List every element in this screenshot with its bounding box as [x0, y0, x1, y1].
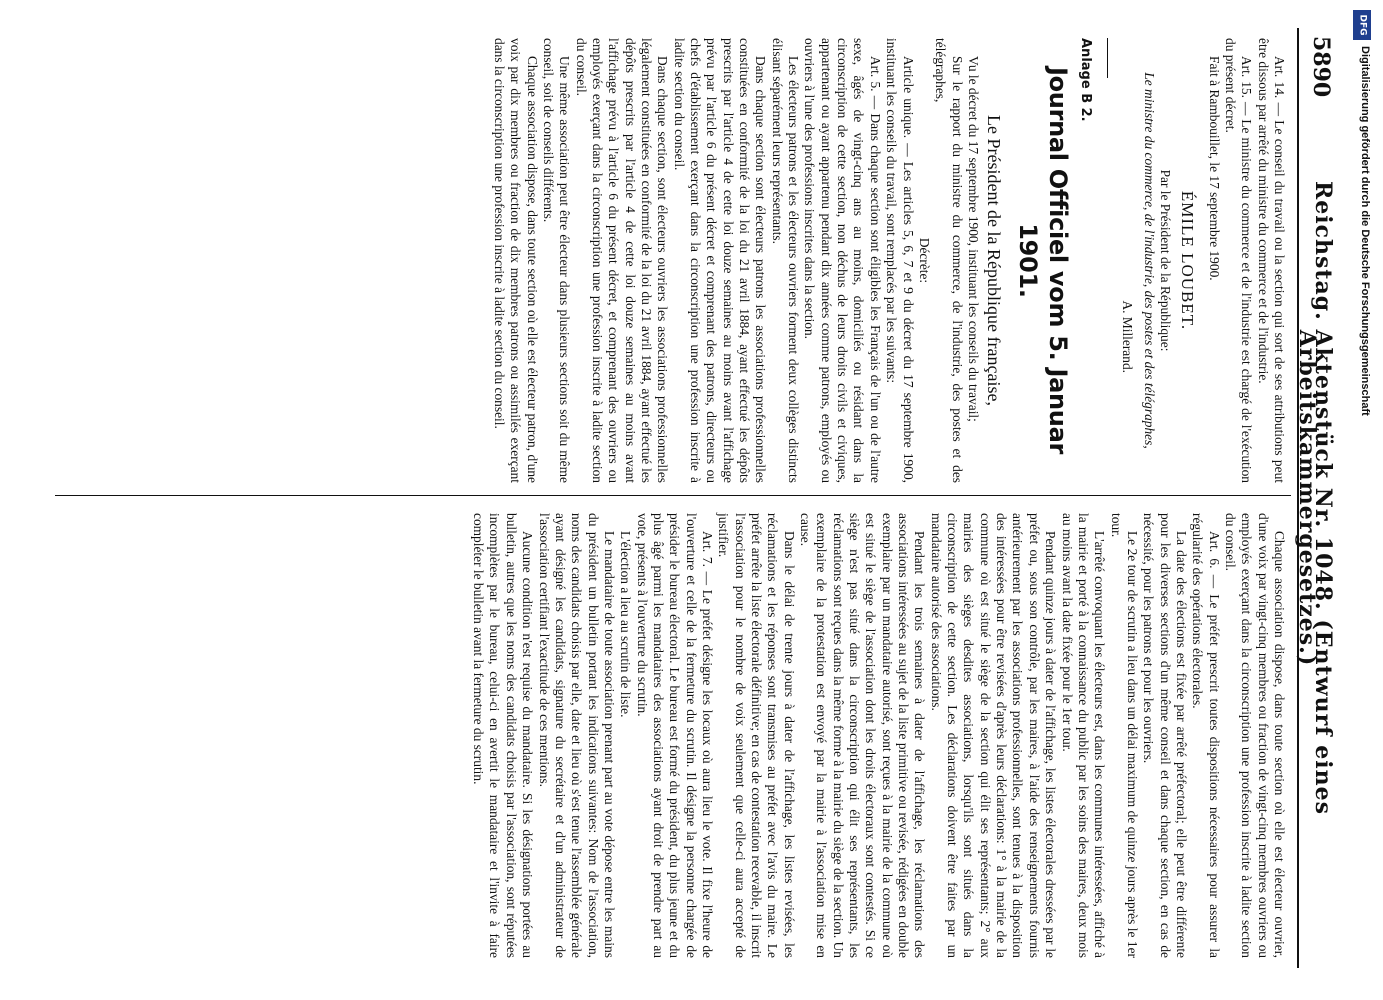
signer-loubet: ÉMILE LOUBET. [1178, 190, 1198, 331]
sur-paragraph: Sur le rapport du ministre du commerce, de l'industrie, des postes et des télégraphes, [933, 38, 965, 483]
electeurs-paragraph: Les électeurs patrons et les électeurs ouvriers forment deux collèges distincts élisant séparément leurs représentants. [769, 38, 802, 483]
aucune-condition: Aucune condition n'est requise du mandataire. Si les désignations portées au bulletin, autres que les noms des candidats choisis par l'association, sont réputées incomplètes par le bureau, celui-ci en avertit le mandataire et l'invite à faire compléter le bulletin avant la fermeture du scrutin. [471, 513, 536, 958]
second-tour: Le 2e tour de scrutin a lieu dans un délai maximum de quinze jours après le 1er tour. [1108, 513, 1140, 958]
page-number: 5890 [1308, 36, 1334, 98]
signer-millerand: A. Millerand. [1119, 300, 1135, 373]
mandataire-paragraph: Le mandataire de toute association prenant part au vote dépose entre les mains du président un bulletin portant les indications suivantes: Nom de l'association, noms des candidats choisis par elle, date et lieu où s'est tenue l'assemblée générale ayant désigné les candidats, signature du secrétaire et d'un administrateur de l'association certifiant l'exactitude de ces mentions. [536, 513, 617, 958]
document-page [45, 28, 1335, 968]
pendant-quinze-jours: Pendant quinze jours à dater de l'affichage, les listes électorales dressées par le préfet ou, sous son contrôle, par les maires, à l'aide des renseignements fournis antérieurement par les associations professionnelles, sont tenues à la disposition des intéressées pour être revisées d'après leurs déclarations: 1° à la mairie de la commune où est situé le siège de la section qui élit ses représentants; 2° aux mairies des sièges desdites associations, lorsqu'ils sont situés dans la circonscription de cette section. Les déclarations doivent être faites par un mandataire autorisé des associations. [928, 513, 1059, 958]
article-7: Art. 7. — Le préfet désigne les locaux où aura lieu le vote. Il fixe l'heure de l'ouverture et celle de la fermeture du scrutin. Il désigne la personne chargée de présider le bureau électoral. Le bureau est formé du président, du plus jeune et du plus âgé parmi les mandataires des associations ayant droit de prendre part au vote, présents à l'ouverture du scrutin. [634, 513, 715, 958]
running-head: Reichstag. Aktenstück Nr. 1048. (Entwurf eines Arbeitskammergesetzes.) [1293, 180, 1336, 816]
une-meme-paragraph: Une même association peut être électeur dans plusieurs sections soit du même conseil, soit de conseils différents. [540, 38, 573, 483]
article-6: Art. 6. — Le préfet prescrit toutes dispositions nécessaires pour assurer la régularité des opérations électorales. [1190, 513, 1222, 958]
right-column [470, 513, 1287, 958]
article-unique: Article unique. — Les articles 5, 6, 7 et 9 du décret du 17 septembre 1900, instituant les conseils du travail, sont remplacés par les suivants: [884, 38, 916, 483]
pendant-trois-semaines: Pendant les trois semaines à dater de l'affichage, les réclamations des associations intéressées au sujet de la liste primitive ou revisée, rédigées en double exemplaire par un mandataire autorisé, sont reçues à la mairie de la commune où est situé le siège de l'association dont les droits électoraux sont contestés. Si ce siège n'est pas situé dans la circonscription qui élit ses représentants, les réclamations sont reçues dans la même forme à la mairie du siège de la section. Un exemplaire de la protestation est envoyé par la mairie à l'association mise en cause. [798, 513, 928, 958]
dfg-logo: DFG [1353, 10, 1371, 40]
journal-title: Journal Officiel vom 5. Januar 1901. [1013, 66, 1072, 455]
short-divider [1107, 38, 1108, 78]
electeurs-ouvriers-paragraph: Dans chaque section, sont électeurs ouvriers les associations professionnelles légalement constituées en conformité de la loi du 21 avril 1884, ayant effectué les dépôts prescrits par l'article 4 de cette loi douze semaines au moins avant l'affichage prévu à l'article 6 du présent décret, et comprenant des ouvriers ou employés exerçant dans la circonscription une profession inscrite à ladite section du conseil. [573, 38, 671, 483]
article-14: Art. 14. — Le conseil du travail ou la section qui sort de ses attributions peut être dissous par arrêté du ministre du commerce et de l'industrie. [1255, 38, 1287, 483]
chaque-association-patron: Chaque association dispose, dans toute section où elle est électeur patron, d'une voix par dix membres ou fraction de dix membres patrons ou assimilés exerçant dans la circonscription une profession inscrite à ladite section du conseil. [491, 38, 540, 483]
left-column [491, 38, 1287, 483]
vu-paragraph: Vu le décret du 17 septembre 1900, instituant les conseils du travail; [965, 56, 981, 422]
decrete: Décrète: [916, 237, 932, 284]
date-elections: La date des élections est fixée par arrêté préfectoral; elle peut être différente pour les diverses sections d'un même conseil et dans chaque section, en cas de nécessité, pour les patrons et pour les ouvriers. [1141, 513, 1189, 958]
article-5: Art. 5. — Dans chaque section sont éligibles les Français de l'un ou de l'autre sexe, âgés de vingt-cinq ans au moins, domiciliés ou résidant dans la circonscription de cette section, non déchus de leurs droits civils et civiques, appartenant ou ayant appartenu pendant dix années comme patrons, employés ou ouvriers à l'une des professions inscrites dans la section. [802, 38, 883, 483]
electeurs-patrons-paragraph: Dans chaque section sont électeurs patrons les associations professionnelles constituées en conformité de la loi du 21 avril 1884, ayant effectué les dépôts prescrits par l'article 4 de cette loi douze semaines au moins avant l'affichage prévu par l'article 6 du présent décret et comprenant des patrons, directeurs ou chefs d'établissement exerçant dans la circonscription une profession inscrite à ladite section du conseil. [671, 38, 769, 483]
place-date: Fait à Rambouillet, le 17 septembre 1900. [1206, 56, 1222, 281]
digitization-credit [1349, 10, 1383, 990]
ministre-title: Le ministre du commerce, de l'industrie, des postes et des télégraphes, [1141, 72, 1157, 449]
scrutin-de-liste: L'élection a lieu au scrutin de liste. [618, 531, 634, 718]
le-president: Le Président de la République française, [983, 115, 1004, 406]
page-header [1293, 28, 1336, 968]
column-rule [55, 495, 1291, 496]
arrete-paragraph: L'arrêté convoquant les électeurs est, dans les communes intéressées, affiché à la mairie et porté à la connaissance du public par les soins des maires, deux mois au moins avant la date fixée pour le 1er tour. [1059, 513, 1108, 958]
chaque-association-ouvrier: Chaque association dispose, dans toute section où elle est électeur ouvrier, d'une voix par vingt-cinq membres ou fraction de vingt-cinq membres ouvriers ou employés exerçant dans la circonscription une profession inscrite à ladite section du conseil. [1222, 513, 1287, 958]
anlage-heading: Anlage B 2. [1078, 38, 1094, 122]
article-15: Art. 15. — Le ministre du commerce et de l'industrie est chargé de l'exécution du présent décret. [1222, 38, 1255, 483]
credit-text: Digitalisierung gefördert durch die Deutsche Forschungsgemeinschaft [1359, 46, 1371, 416]
dans-le-delai: Dans le délai de trente jours à dater de l'affichage, les listes revisées, les réclamations et les réponses sont transmises au préfet avec l'avis du maire. Le préfet arrête la liste électorale définitive; en cas de contestation recevable, il inscrit l'association pour le nombre de voix seulement que celle-ci aura accepté de justifier. [716, 513, 797, 958]
par-le-president: Par le Président de la République: [1158, 169, 1174, 352]
